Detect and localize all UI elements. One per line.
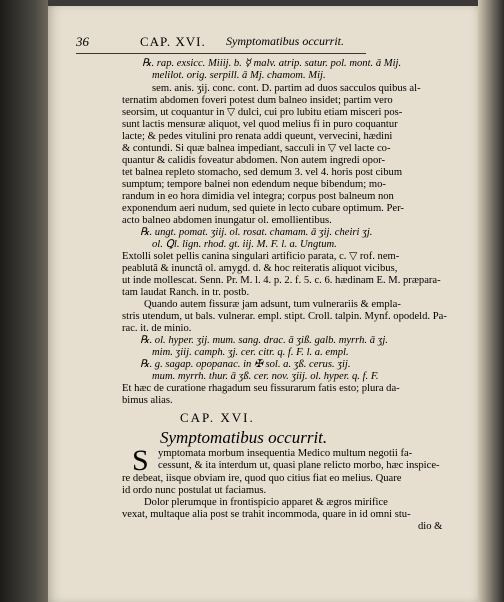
binding-shadow xyxy=(0,0,48,602)
text-line: Dolor plerumque in frontispicio apparet & ægros mirifice xyxy=(144,497,388,508)
facing-page-edge xyxy=(478,0,504,602)
text-line: randum in eo hora dimidia vel integra; corpus post balneum non xyxy=(122,191,394,202)
header-running-title: Symptomatibus occurrit. xyxy=(226,34,344,48)
text-line: ut inde mollescat. Senn. Pr. M. l. 4. p. 2. f. 5. c. 6. hædinam E. M. præpara- xyxy=(122,275,441,286)
text-line: ℞. g. sagap. opopanac. in ✠ sol. a. ʒß. cerus. ʒij. xyxy=(140,359,351,370)
text-line: ymptomata morbum insequentia Medico multum negotii fa- xyxy=(158,448,413,459)
chapter-heading: CAP. XVI. xyxy=(180,410,255,425)
text-line: quantur & calidis foveatur abdomen. Non autem ingredi opor- xyxy=(122,155,386,166)
text-line: rac. it. de minio. xyxy=(122,323,192,334)
text-line: vexat, multaque alia post se trahit incommoda, quare in id omni stu- xyxy=(122,509,411,520)
text-line: ℞. ol. hyper. ʒij. mum. sang. drac. ā ʒiß. galb. myrrh. ā ʒj. xyxy=(140,335,388,346)
text-line: Quando autem fissuræ jam adsunt, tum vulnerariis & empla- xyxy=(144,299,401,310)
text-line: exponendum aeri nudum, sed quiete in lecto cubare optimum. Per- xyxy=(122,203,404,214)
text-line: sunt lactis mensuræ aliquot, vel quod melius fi in puro coquantur xyxy=(122,119,398,130)
text-line: Extolli solet pellis canina singulari artificio parata, c. ▽ rof. nem- xyxy=(122,251,400,262)
text-line: mum. myrrh. thur. ā ʒß. cer. nov. ʒiij. ol. hyper. q. f. F. xyxy=(152,371,379,382)
text-line: ℞. ungt. pomat. ʒiij. ol. rosat. chamam. ā ʒij. cheiri ʒj. xyxy=(140,227,373,238)
text-line: & contundi. Si quæ balnea impediant, sacculi in ▽ vel lacte co- xyxy=(122,143,391,154)
text-line: bimus alias. xyxy=(122,395,173,406)
text-line: mim. ʒiij. camph. ʒj. cer. citr. q. f. F. l. a. empl. xyxy=(152,347,349,358)
text-line: seorsim, ut coquantur in ▽ dulci, cui pro lubitu etiam misceri pos- xyxy=(122,107,403,118)
header-rule xyxy=(76,53,366,54)
text-line: acto balneo abdomen inungatur ol. emollientibus. xyxy=(122,215,332,226)
text-line: ternatim abdomen foveri potest dum balneo insidet; partim vero xyxy=(122,95,393,106)
text-line: melilot. orig. serpill. ā Mj. chamom. Mij. xyxy=(152,70,326,81)
page-number: 36 xyxy=(76,34,89,49)
text-line: cessunt, & ita interdum ut, quasi plane relicto morbo, hæc inspice- xyxy=(158,460,440,471)
text-line: tam laudat Ranch. in tr. postb. xyxy=(122,287,250,298)
header-chapter: CAP. XVI. xyxy=(140,34,206,49)
text-line: ℞. rap. exsicc. Miiij. b. ☿ malv. atrip. satur. pol. mont. ā Mij. xyxy=(142,58,402,69)
text-line: id ordo nunc postulat ut faciamus. xyxy=(122,485,267,496)
text-line: lacte; & pedes vitulini pro renata addi queunt, vervecini, hædini xyxy=(122,131,393,142)
chapter-subtitle: Symptomatibus occurrit. xyxy=(160,428,328,447)
drop-cap: S xyxy=(132,444,149,477)
text-line: ol. Ꝗl. lign. rhod. gt. iij. M. F. l. a. Ungtum. xyxy=(152,239,337,250)
text-line: sumptum; tempore balnei non edendum neque bibendum; mo- xyxy=(122,179,386,190)
text-line: peablutâ & inunctâ ol. amygd. d. & hoc reiteratis aliquot vicibus, xyxy=(122,263,398,274)
text-line: Et hæc de curatione rhagadum seu fissurarum fatis esto; plura da- xyxy=(122,383,400,394)
text-line: dio & xyxy=(418,521,443,532)
text-line: re debeat, iisque obviam ire, quod quo citius fiat eo melius. Quare xyxy=(122,473,402,484)
text-line: tet balnea repleto stomacho, sed demum 3. vel 4. horis post cibum xyxy=(122,167,403,178)
running-header xyxy=(76,34,466,52)
text-line: sem. anis. ʒij. conc. cont. D. partim ad duos sacculos quibus al- xyxy=(152,83,421,94)
text-line: stris utendum, ut bals. vulnerar. empl. stipt. Croll. talpin. Mynf. opodeld. Pa- xyxy=(122,311,447,322)
